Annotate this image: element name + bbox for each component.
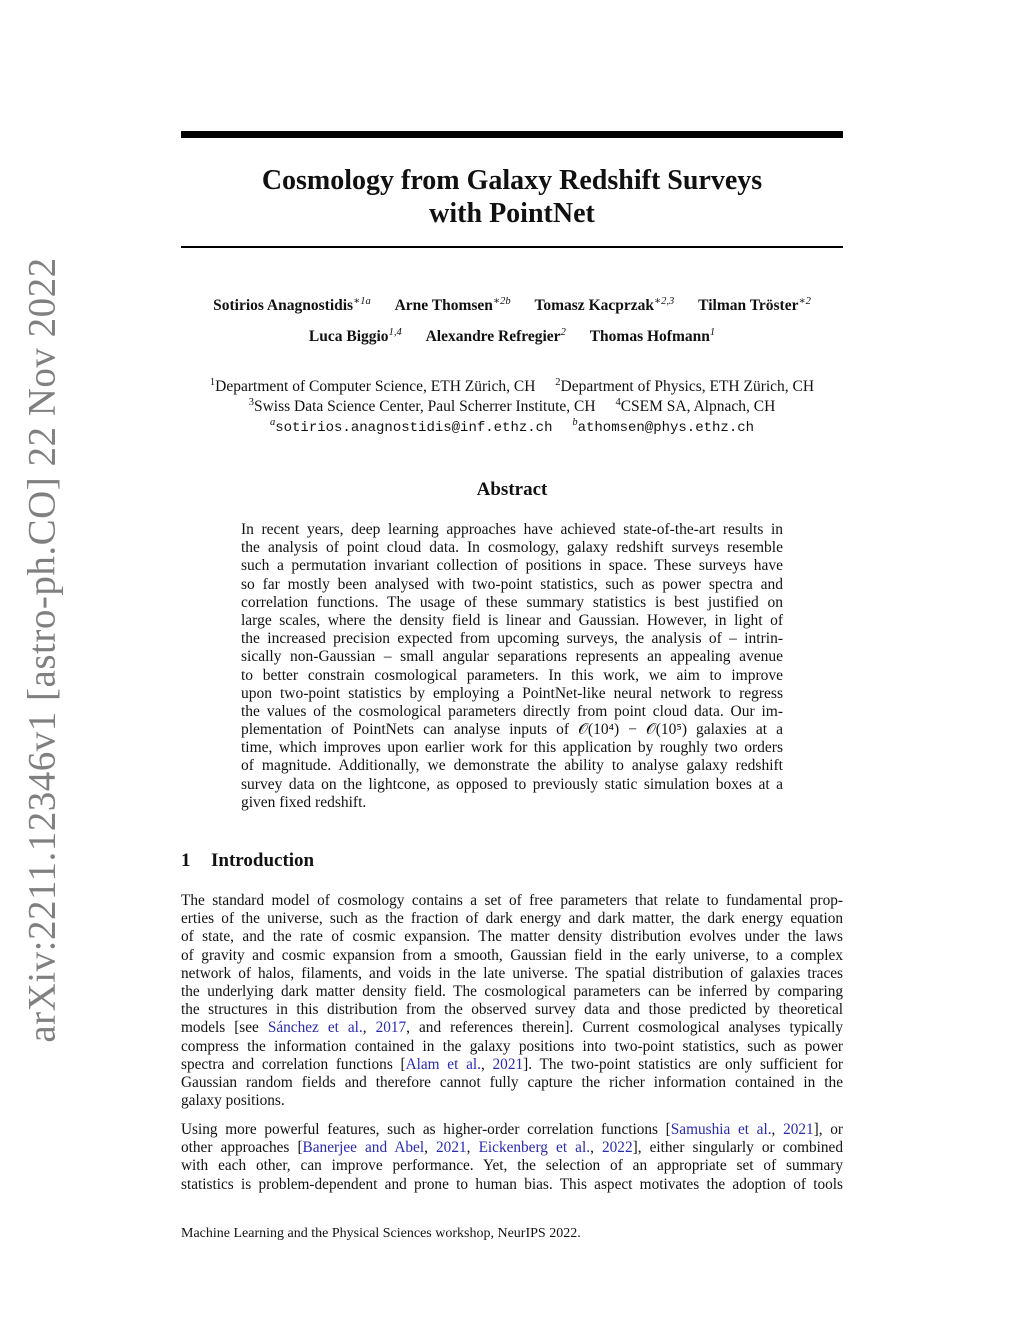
abstract-line: so far mostly been analysed with two-point statistics, such as power spectra and xyxy=(241,575,783,593)
title-line-1: Cosmology from Galaxy Redshift Surveys xyxy=(261,165,763,196)
abstract-body xyxy=(241,521,783,812)
paragraph-line: erties of the universe, such as the fraction of dark energy and dark matter, the dark energy equation xyxy=(181,910,843,928)
author-row-2 xyxy=(181,327,843,346)
citation-link[interactable]: 2022 xyxy=(602,1139,633,1157)
abstract-line: survey data on the lightcone, as opposed to previously static simulation boxes at a xyxy=(241,775,783,793)
citation-link[interactable]: Banerjee and Abel xyxy=(302,1139,425,1157)
paragraph-line: the underlying dark matter density field. The cosmological parameters can be inferred by comparing xyxy=(181,982,843,1000)
abstract-line: of magnitude. Additionally, we demonstrate the ability to analyse galaxy redshift xyxy=(241,757,783,775)
paragraph-line: the structures in this distribution from the observed survey data and those predicted by theoretical xyxy=(181,1001,843,1019)
author: Arne Thomsen$^{∗2b}$ xyxy=(394,296,511,314)
abstract-line: In recent years, deep learning approaches have achieved state-of-the-art results in xyxy=(241,521,783,538)
email-link[interactable]: $^a$sotirios.anagnostidis@inf.ethz.ch xyxy=(269,417,553,436)
paragraph-line: with each other, can improve performance. Yet, the selection of an appropriate set of summary xyxy=(181,1157,843,1175)
abstract-line: time, which improves upon earlier work for this application by roughly two orders xyxy=(241,739,783,757)
paragraph-line: spectra and correlation functions [Alam et al., 2021]. The two-point statistics are only sufficient for xyxy=(181,1055,843,1073)
citation-link[interactable]: 2017 xyxy=(375,1019,407,1037)
abstract-heading: Abstract xyxy=(476,479,548,500)
paragraph-line: other approaches [Banerjee and Abel, 2021, Eickenberg et al., 2022], either singularly or combined xyxy=(181,1139,843,1157)
abstract-line: large scales, where the density field is linear and Gaussian. However, in light of xyxy=(241,611,783,629)
abstract-line: the analysis of point cloud data. In cosmology, galaxy redshift surveys resemble xyxy=(241,539,783,557)
abstract-line: given fixed redshift. xyxy=(241,793,367,811)
author: Thomas Hofmann$^1$ xyxy=(589,327,716,345)
citation-link[interactable]: Alam et al. xyxy=(405,1055,481,1073)
section-number: 1 xyxy=(181,850,191,871)
paragraph-line: of gravity and cosmic expansion from a smooth, Gaussian field in the early universe, to a complex xyxy=(181,946,843,964)
paragraph-line: compress the information contained in the galaxy positions into two-point statistics, such as power xyxy=(181,1037,843,1055)
citation-link[interactable]: 2021 xyxy=(436,1139,467,1157)
author: Luca Biggio$^{1,4}$ xyxy=(308,327,402,345)
intro-paragraph-1 xyxy=(181,892,843,1110)
abstract-line: the increased precision expected from upcoming surveys, the analysis of – intrin- xyxy=(241,630,783,648)
affiliation: $^3$Swiss Data Science Center, Paul Scherrer Institute, CH xyxy=(248,397,596,415)
citation-link[interactable]: 2021 xyxy=(783,1121,814,1138)
arxiv-identifier: arXiv:2211.12346v1 [astro-ph.CO] 22 Nov 2022 xyxy=(20,257,64,1043)
section-title: Introduction xyxy=(211,850,315,871)
email-link[interactable]: $^b$athomsen@phys.ethz.ch xyxy=(572,417,755,436)
paragraph-line: galaxy positions. xyxy=(181,1092,285,1110)
author-row-1 xyxy=(181,295,843,315)
abstract-line: upon two-point statistics by employing a PointNet-like neural network to regress xyxy=(241,684,783,702)
citation-link[interactable]: Sánchez et al. xyxy=(267,1019,363,1037)
affiliation: $^1$Department of Computer Science, ETH Zürich, CH xyxy=(209,377,536,395)
title-top-rule xyxy=(181,131,843,138)
author: Alexandre Refregier$^2$ xyxy=(425,327,566,345)
paragraph-line: models [see Sánchez et al., 2017, and references therein]. Current cosmological analyses typically xyxy=(181,1019,844,1037)
abstract-line: correlation functions. The usage of these summary statistics is best justified on xyxy=(241,593,783,611)
section-heading-introduction xyxy=(181,850,314,872)
paragraph-line: The standard model of cosmology contains a set of free parameters that relate to fundamental prop- xyxy=(181,892,843,909)
venue-footnote: Machine Learning and the Physical Sciences workshop, NeurIPS 2022. xyxy=(181,1226,581,1241)
paragraph-line: Using more powerful features, such as higher-order correlation functions [Samushia et al., 2021], or xyxy=(181,1121,843,1138)
title-line-2: with PointNet xyxy=(429,198,595,229)
author: Tilman Tröster$^{∗2}$ xyxy=(698,296,811,314)
affiliation: $^2$Department of Physics, ETH Zürich, CH xyxy=(555,377,815,395)
citation-link[interactable]: Eickenberg et al. xyxy=(478,1139,591,1157)
paragraph-line: of state, and the rate of cosmic expansion. The matter density distribution evolves under the laws xyxy=(181,928,843,946)
paragraph-line: Gaussian random fields and therefore cannot fully capture the richer information contained in the xyxy=(181,1073,843,1091)
citation-link[interactable]: Samushia et al. xyxy=(670,1121,772,1138)
paper-title xyxy=(181,164,843,230)
paragraph-line: network of halos, filaments, and voids in the late universe. The spatial distribution of galaxies traces xyxy=(181,964,843,982)
abstract-line: sically non-Gaussian – small angular separations represents an appealing avenue xyxy=(241,648,783,666)
author: Sotirios Anagnostidis$^{∗1a}$ xyxy=(213,296,371,314)
affiliation: $^4$CSEM SA, Alpnach, CH xyxy=(615,397,776,415)
title-bottom-rule xyxy=(181,246,843,248)
citation-link[interactable]: 2021 xyxy=(492,1055,524,1073)
email-row xyxy=(181,413,843,438)
abstract-line: to better constrain cosmological parameters. In this work, we aim to improve xyxy=(241,666,783,684)
abstract-line: the values of the cosmological parameters directly from point cloud data. Our im- xyxy=(241,702,783,720)
paragraph-line: statistics is problem-dependent and prone to human bias. This aspect motivates the adoption of tools xyxy=(181,1175,843,1193)
intro-paragraph-2 xyxy=(181,1121,843,1194)
abstract-line: plementation of PointNets can analyse inputs of 𝒪(10⁴) − 𝒪(10⁵) galaxies at a xyxy=(241,721,783,739)
abstract-line: such a permutation invariant collection of positions in space. These surveys have xyxy=(241,557,783,575)
author: Tomasz Kacprzak$^{∗2,3}$ xyxy=(534,296,675,314)
